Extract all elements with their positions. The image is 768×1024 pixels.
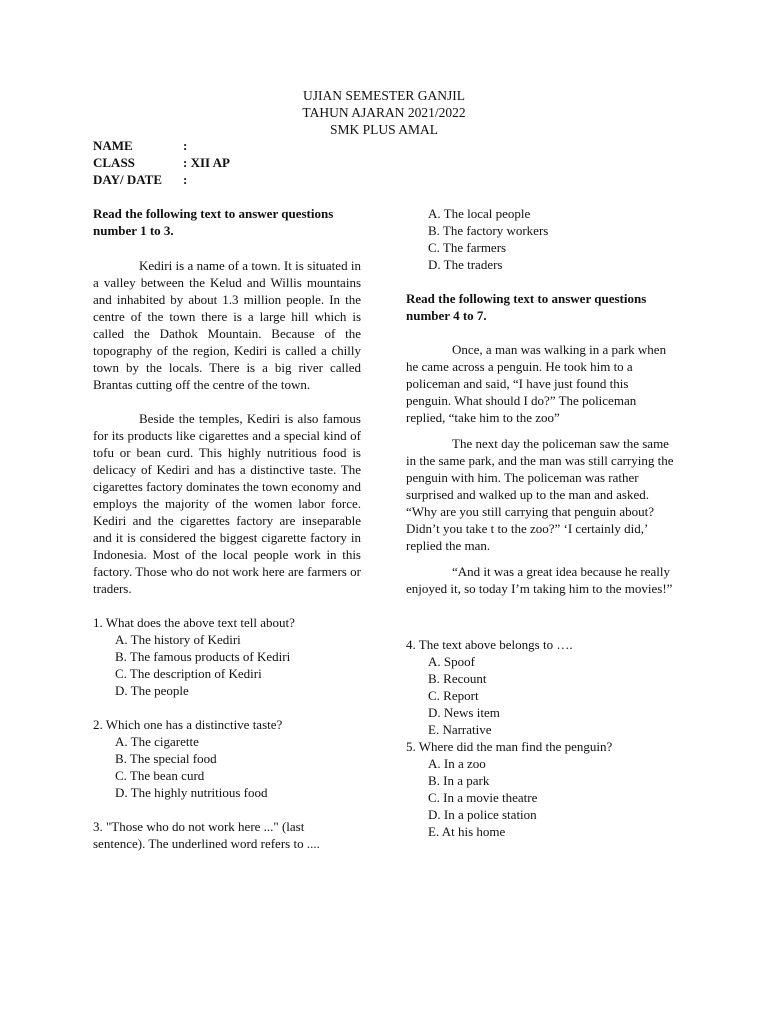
class-label: CLASS [93, 155, 135, 170]
option: E. Narrative [428, 722, 492, 737]
passage1-paragraph-2: Beside the temples, Kediri is also famous for its products like cigarettes and a special kind of tofu or bean curd. This highly nutritious food is delicacy of Kediri and has a distinctive taste. The cigarettes factory dominates the town economy and employs the majority of the women labor force. Kediri and the cigarettes factory are inseparable and it is considered the biggest cigarette factory in Indonesia. Most of the local people work in this factory. Those who do not work here are farmers or traders. [93, 411, 361, 596]
class-row [93, 154, 230, 171]
option: B. In a park [428, 773, 490, 788]
date-label: DAY/ DATE [93, 172, 162, 187]
exam-title: UJIAN SEMESTER GANJIL [303, 88, 465, 103]
option: A. The local people [428, 206, 531, 221]
option: B. The famous products of Kediri [115, 649, 291, 664]
date-value: : [183, 172, 188, 187]
option: A. The history of Kediri [115, 632, 241, 647]
passage1-paragraph-1: Kediri is a name of a town. It is situated in a valley between the Kelud and Willis mountains and inhabited by about 1.3 million people. In the centre of the town there is a large hill which is called the Dathok Mountain. Because of the topography of the region, Kediri is called a chilly town by the locals. There is a big river called Brantas cutting off the centre of the town. [93, 258, 361, 392]
option: D. The traders [428, 257, 503, 272]
option: C. The farmers [428, 240, 507, 255]
option: B. Recount [428, 671, 487, 686]
option: A. Spoof [428, 654, 475, 669]
name-value: : [183, 138, 188, 153]
option: C. Report [428, 688, 479, 703]
academic-year: TAHUN AJARAN 2021/2022 [302, 105, 466, 120]
option: A. The cigarette [115, 734, 199, 749]
option: D. News item [428, 705, 500, 720]
school-name: SMK PLUS AMAL [329, 122, 439, 137]
student-info [93, 137, 230, 188]
option: D. In a police station [428, 807, 537, 822]
passage2-paragraph-1: Once, a man was walking in a park when he came across a penguin. He took him to a policeman and said, “I have just found this penguin. What should I do?” The policeman replied, “take him to the zoo” [406, 342, 667, 425]
section2-heading: Read the following text to answer questions number 4 to 7. [406, 291, 647, 323]
question-2-options [115, 733, 361, 801]
exam-header [0, 87, 768, 138]
option: B. The special food [115, 751, 217, 766]
name-label: NAME [93, 138, 133, 153]
question-4: 4. The text above belongs to …. [406, 637, 573, 652]
question-4-options [428, 653, 676, 738]
question-5-options [428, 755, 676, 840]
option: C. The bean curd [115, 768, 205, 783]
section1-heading: Read the following text to answer questions number 1 to 3. [93, 206, 334, 238]
name-row [93, 137, 230, 154]
class-value: : XII AP [183, 155, 230, 170]
option: A. In a zoo [428, 756, 486, 771]
question-3-options [428, 205, 676, 273]
question-1: 1. What does the above text tell about? [93, 615, 295, 630]
question-3: 3. "Those who do not work here ..." (last sentence). The underlined word refers to .... [93, 819, 320, 851]
date-row [93, 171, 230, 188]
passage2-paragraph-3: “And it was a great idea because he really enjoyed it, so today I’m taking him to the movies!” [406, 564, 673, 596]
option: D. The highly nutritious food [115, 785, 268, 800]
left-column [93, 205, 361, 852]
passage2-paragraph-2: The next day the policeman saw the same in the same park, and the man was still carrying the penguin with him. The policeman was rather surprised and walked up to the man and asked. “Why are you still carrying that penguin about? Didn’t you take t to the zoo?” ‘I certainly did,’ replied the man. [406, 436, 674, 553]
option: C. In a movie theatre [428, 790, 538, 805]
option: C. The description of Kediri [115, 666, 262, 681]
option: D. The people [115, 683, 189, 698]
option: B. The factory workers [428, 223, 549, 238]
right-column [406, 205, 676, 840]
question-2: 2. Which one has a distinctive taste? [93, 717, 283, 732]
question-1-options [115, 631, 361, 699]
option: E. At his home [428, 824, 506, 839]
question-5: 5. Where did the man find the penguin? [406, 739, 613, 754]
